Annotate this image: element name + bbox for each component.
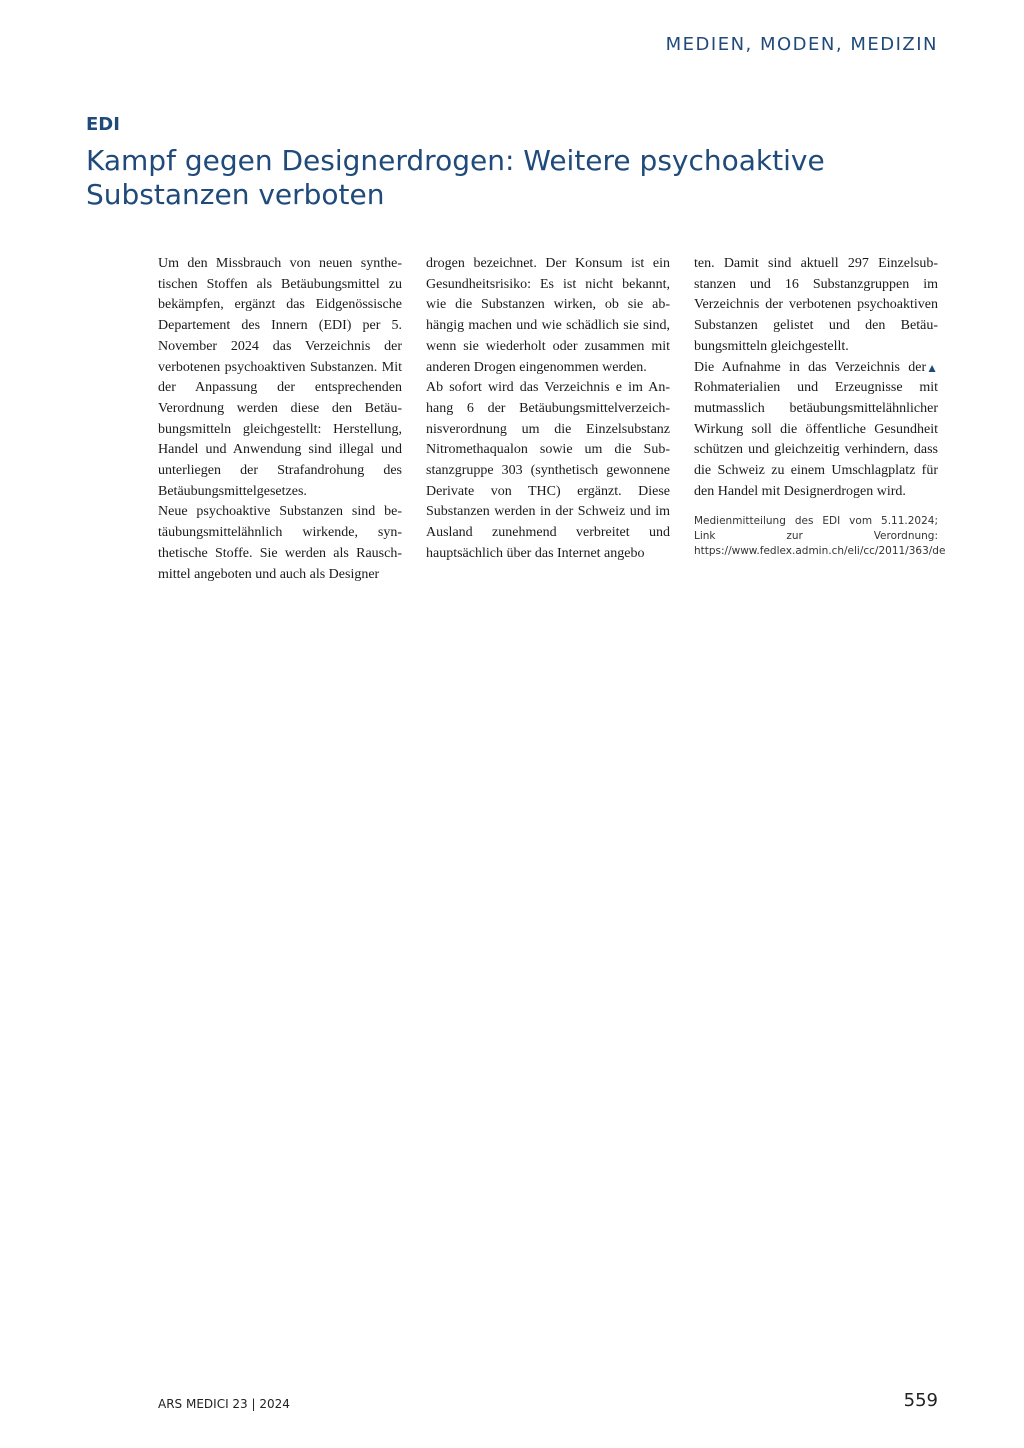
paragraph: Um den Missbrauch von neuen synthetischen Stoffen als Betäubungsmittel zu bekämpfen, ergänzt das Eidgenössische Departement des Innern (EDI) per 5. November 2024 das Verzeichnis der verbotenen psychoaktiven Substanzen. Mit der Anpassung der entsprechenden Verordnung werden diese den Betäubungsmitteln gleichgestellt: Herstellung, Handel und Anwendung sind illegal und unterliegen der Strafandrohung des Betäubungsmittelgesetzes. (158, 256, 402, 499)
paragraph-text: Die Aufnahme in das Verzeichnis der Rohmaterialien und Erzeugnisse mit mutmasslich betäubungsmittelähnlicher Wirkung soll die öffentliche Gesundheit schützen und gleichzeitig verhindern, dass die Schweiz zu einem Umschlagplatz für den Handel mit Designerdrogen wird. (694, 359, 938, 499)
article-kicker: EDI (86, 114, 120, 135)
source-footnote: Medienmitteilung des EDI vom 5.11.2024; Link zur Verordnung: https://www.fedlex.admin.ch/eli/cc/2011/363/de (694, 515, 946, 558)
text-column-2 (426, 254, 670, 565)
page-number: 559 (903, 1390, 938, 1411)
journal-footer: ARS MEDICI 23 | 2024 (158, 1397, 290, 1411)
text-column-1 (158, 254, 402, 585)
text-column-3 (694, 254, 946, 559)
paragraph: ten. Damit sind aktuell 297 Einzelsubstanzen und 16 Substanzgruppen im Verzeichnis der verbotenen psychoaktiven Substanzen gelistet und den Betäubungsmitteln gleichgestellt. (694, 256, 938, 354)
paragraph: Neue psychoaktive Substanzen sind betäubungsmittelähnlich wirkende, synthetische Stoffe. Sie werden als Rauschmittel angeboten und auch als Designer (158, 504, 402, 582)
paragraph (694, 358, 938, 503)
section-header: MEDIEN, MODEN, MEDIZIN (665, 34, 938, 55)
paragraph: drogen bezeichnet. Der Konsum ist ein Gesundheitsrisiko: Es ist nicht bekannt, wie die Substanzen wirken, ob sie abhängig machen und wie schädlich sie sind, wenn sie wiederholt oder zusammen mit anderen Drogen eingenommen werden. (426, 256, 670, 375)
paragraph: Ab sofort wird das Verzeichnis e im Anhang 6 der Betäubungsmittelverzeichnisverordnung um die Einzelsubstanz Nitromethaqualon sowie um die Substanzgruppe 303 (synthetisch gewonnene Derivate von THC) ergänzt. Diese Substanzen werden in der Schweiz und im Ausland zunehmend verbreitet und hauptsächlich über das Internet angebo (426, 380, 670, 561)
article-title: Kampf gegen Designerdrogen: Weitere psychoaktive Substanzen verboten (86, 144, 825, 211)
end-triangle-icon: ▲ (926, 360, 938, 375)
